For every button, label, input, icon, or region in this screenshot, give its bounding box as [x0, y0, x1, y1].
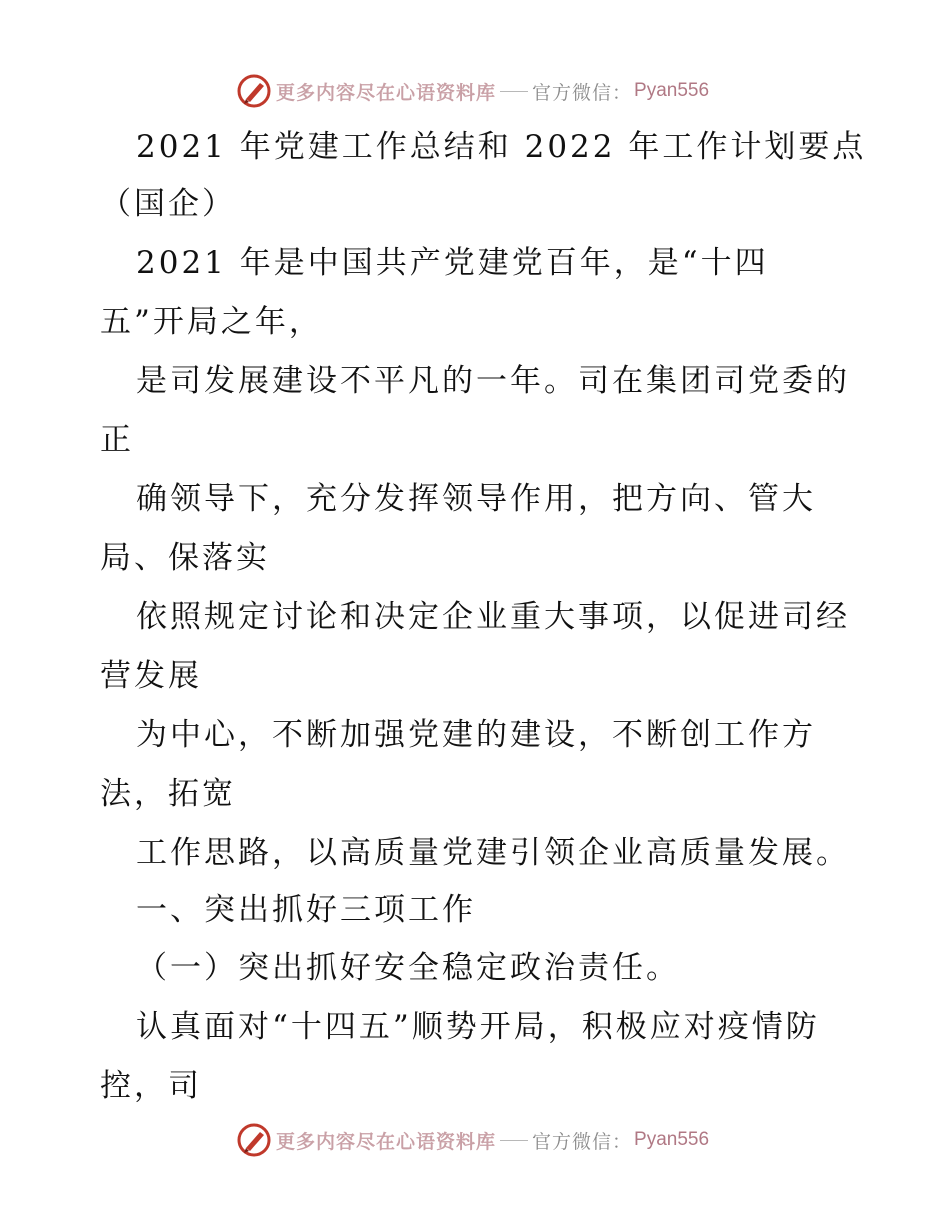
watermark-wechat-id: Pyan556 [634, 80, 710, 101]
doc-text-line: 工作思路，以高质量党建引领企业高质量发展。 [136, 835, 850, 871]
doc-text-line: 法，拓宽 [100, 776, 236, 812]
doc-text-line: 正 [100, 422, 134, 458]
pen-logo-icon [236, 1122, 272, 1158]
doc-text-line: 依照规定讨论和决定企业重大事项，以促进司经 [136, 599, 850, 635]
watermark-separator [500, 91, 528, 92]
doc-text-line: 2021 年是中国共产党建党百年，是“十四 [136, 245, 769, 281]
watermark-site-text: 更多内容尽在心语资料库 [276, 81, 497, 104]
doc-text-line: 是司发展建设不平凡的一年。司在集团司党委的 [136, 363, 850, 399]
pen-logo-icon [236, 73, 272, 109]
doc-text-line: 控，司 [100, 1068, 202, 1104]
doc-text-line: 营发展 [100, 658, 202, 694]
doc-text-line: 五”开局之年， [100, 304, 323, 340]
header-watermark [236, 72, 709, 110]
doc-text-line: 认真面对“十四五”顺势开局，积极应对疫情防 [136, 1009, 820, 1045]
watermark-official-label: 官方微信： [532, 1130, 633, 1153]
section-heading: 一、突出抓好三项工作 [136, 892, 476, 928]
watermark-separator [500, 1140, 528, 1141]
footer-watermark [236, 1121, 709, 1159]
doc-title-line-2: （国企） [100, 186, 236, 222]
doc-text-line: 为中心，不断加强党建的建设，不断创工作方 [136, 717, 816, 753]
watermark-wechat-id: Pyan556 [634, 1129, 710, 1150]
doc-title-line-1: 2021 年党建工作总结和 2022 年工作计划要点 [136, 129, 867, 165]
subsection-heading: （一）突出抓好安全稳定政治责任。 [136, 950, 680, 986]
watermark-site-text: 更多内容尽在心语资料库 [276, 1130, 497, 1153]
doc-text-line: 局、保落实 [100, 540, 270, 576]
watermark-official-label: 官方微信： [532, 81, 633, 104]
doc-text-line: 确领导下，充分发挥领导作用，把方向、管大 [136, 481, 816, 517]
